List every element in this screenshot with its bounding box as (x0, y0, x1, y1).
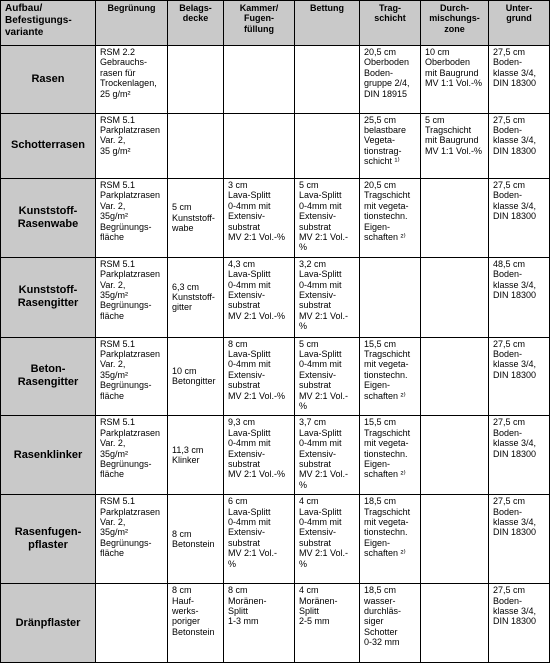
table-row (1, 113, 550, 178)
table-row (1, 495, 550, 584)
row-variant: Beton- Rasengitter (1, 337, 96, 416)
cell-greening: RSM 5.1 Parkplatzrasen Var. 2, 35g/m² Begrünungs- fläche (96, 179, 168, 258)
table-row (1, 584, 550, 663)
cell-surface: 8 cm Hauf- werks- poriger Betonstein (168, 584, 224, 663)
table-row (1, 179, 550, 258)
cell-bedding: 3,2 cm Lava-Splitt 0-4mm mit Extensiv- substrat MV 2:1 Vol.-% (295, 257, 360, 337)
cell-greening: RSM 5.1 Parkplatzrasen Var. 2, 35g/m² Begrünungs- fläche (96, 416, 168, 495)
cell-bedding: 5 cm Lava-Splitt 0-4mm mit Extensiv- substrat MV 2:1 Vol.-% (295, 179, 360, 258)
cell-surface: 6,3 cm Kunststoff- gitter (168, 257, 224, 337)
table-row (1, 46, 550, 114)
cell-chamber: 8 cm Lava-Splitt 0-4mm mit Extensiv- substrat MV 2:1 Vol.-% (224, 337, 295, 416)
cell-subsoil: 27,5 cm Boden- klasse 3/4, DIN 18300 (489, 416, 550, 495)
table-row (1, 337, 550, 416)
cell-mixing: 5 cm Tragschicht mit Baugrund MV 1:1 Vol.-% (421, 113, 489, 178)
cell-bedding: 3,7 cm Lava-Splitt 0-4mm mit Extensiv- substrat MV 2:1 Vol.-% (295, 416, 360, 495)
header-base: Trag- schicht (360, 1, 421, 46)
cell-surface (168, 46, 224, 114)
cell-subsoil: 48,5 cm Boden- klasse 3/4, DIN 18300 (489, 257, 550, 337)
cell-base: 25,5 cm belastbare Vegeta- tionstrag- schicht ¹⁾ (360, 113, 421, 178)
cell-chamber: 6 cm Lava-Splitt 0-4mm mit Extensiv- substrat MV 2:1 Vol.- % (224, 495, 295, 584)
cell-bedding: 4 cm Lava-Splitt 0-4mm mit Extensiv- substrat MV 2:1 Vol.-% (295, 495, 360, 584)
cell-chamber: 8 cm Moränen- Splitt 1-3 mm (224, 584, 295, 663)
row-variant: Kunststoff- Rasenwabe (1, 179, 96, 258)
row-variant: Rasenfugen- pflaster (1, 495, 96, 584)
row-variant: Rasen (1, 46, 96, 114)
cell-chamber: 9,3 cm Lava-Splitt 0-4mm mit Extensiv- substrat MV 2:1 Vol.-% (224, 416, 295, 495)
cell-bedding: 5 cm Lava-Splitt 0-4mm mit Extensiv- substrat MV 2:1 Vol.-% (295, 337, 360, 416)
cell-greening: RSM 5.1 Parkplatzrasen Var. 2, 35g/m² Begrünungs- fläche (96, 495, 168, 584)
cell-chamber: 3 cm Lava-Splitt 0-4mm mit Extensiv- substrat MV 2:1 Vol.-% (224, 179, 295, 258)
cell-surface: 11,3 cm Klinker (168, 416, 224, 495)
cell-chamber (224, 46, 295, 114)
cell-greening: RSM 5.1 Parkplatzrasen Var. 2, 35g/m² Begrünungs- fläche (96, 337, 168, 416)
table-row (1, 257, 550, 337)
cell-surface: 10 cm Betongitter (168, 337, 224, 416)
header-surface: Belags- decke (168, 1, 224, 46)
cell-chamber (224, 113, 295, 178)
cell-mixing (421, 337, 489, 416)
table-row (1, 416, 550, 495)
cell-greening (96, 584, 168, 663)
cell-base: 20,5 cm Tragschicht mit vegeta- tionstechn. Eigen- schaften ²⁾ (360, 179, 421, 258)
cell-mixing (421, 179, 489, 258)
header-subsoil: Unter- grund (489, 1, 550, 46)
cell-base (360, 257, 421, 337)
cell-greening: RSM 2.2 Gebrauchs- rasen für Trockenlagen, 25 g/m² (96, 46, 168, 114)
cell-greening: RSM 5.1 Parkplatzrasen Var. 2, 35g/m² Begrünungs- fläche (96, 257, 168, 337)
cell-subsoil: 27,5 cm Boden- klasse 3/4, DIN 18300 (489, 179, 550, 258)
header-variant: Aufbau/ Befestigungs- variante (1, 1, 96, 46)
cell-base: 18,5 cm Tragschicht mit vegeta- tionstechn. Eigen- schaften ²⁾ (360, 495, 421, 584)
header-chamber: Kammer/ Fugen- füllung (224, 1, 295, 46)
cell-mixing (421, 416, 489, 495)
row-variant: Dränpflaster (1, 584, 96, 663)
cell-bedding (295, 113, 360, 178)
row-variant: Schotterrasen (1, 113, 96, 178)
cell-mixing (421, 495, 489, 584)
cell-subsoil: 27,5 cm Boden- klasse 3/4, DIN 18300 (489, 337, 550, 416)
cell-base: 15,5 cm Tragschicht mit vegeta- tionstechn. Eigen- schaften ²⁾ (360, 337, 421, 416)
cell-bedding (295, 46, 360, 114)
header-bedding: Bettung (295, 1, 360, 46)
cell-subsoil: 27,5 cm Boden- klasse 3/4, DIN 18300 (489, 113, 550, 178)
cell-base: 15,5 cm Tragschicht mit vegeta- tionstechn. Eigen- schaften ²⁾ (360, 416, 421, 495)
cell-subsoil: 27,5 cm Boden- klasse 3/4, DIN 18300 (489, 584, 550, 663)
cell-surface: 5 cm Kunststoff- wabe (168, 179, 224, 258)
cell-mixing (421, 584, 489, 663)
row-variant: Kunststoff- Rasengitter (1, 257, 96, 337)
cell-mixing: 10 cm Oberboden mit Baugrund MV 1:1 Vol.-% (421, 46, 489, 114)
cell-subsoil: 27,5 cm Boden- klasse 3/4, DIN 18300 (489, 495, 550, 584)
cell-surface (168, 113, 224, 178)
cell-bedding: 4 cm Moränen- Splitt 2-5 mm (295, 584, 360, 663)
header-greening: Begrünung (96, 1, 168, 46)
cell-base: 18,5 cm wasser- durchläs- siger Schotter 0-32 mm (360, 584, 421, 663)
cell-subsoil: 27,5 cm Boden- klasse 3/4, DIN 18300 (489, 46, 550, 114)
row-variant: Rasenklinker (1, 416, 96, 495)
cell-base: 20,5 cm Oberboden Boden- gruppe 2/4, DIN 18915 (360, 46, 421, 114)
cell-chamber: 4,3 cm Lava-Splitt 0-4mm mit Extensiv- substrat MV 2:1 Vol.-% (224, 257, 295, 337)
cell-mixing (421, 257, 489, 337)
header-mixing: Durch- mischungs- zone (421, 1, 489, 46)
cell-greening: RSM 5.1 Parkplatzrasen Var. 2, 35 g/m² (96, 113, 168, 178)
cell-surface: 8 cm Betonstein (168, 495, 224, 584)
header-row (1, 1, 550, 46)
